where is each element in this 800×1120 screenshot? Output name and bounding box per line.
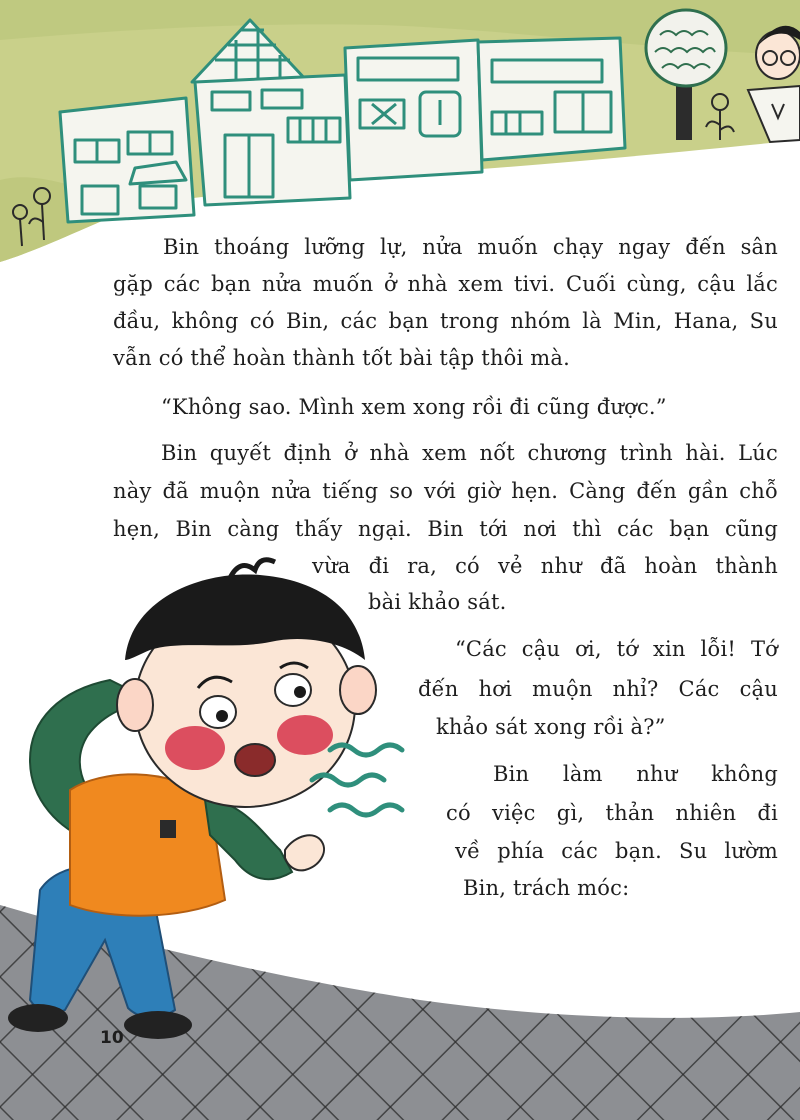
paragraph-line: Bin thoáng lưỡng lự, nửa muốn chạy ngay đến sân xyxy=(163,235,778,259)
paragraph-line: “Các cậu ơi, tớ xin lỗi! Tớ xyxy=(455,637,778,661)
paragraph-line: Bin làm như không xyxy=(493,762,778,786)
paragraph-line: vẫn có thể hoàn thành tốt bài tập thôi mà. xyxy=(113,346,571,370)
paragraph-line: đầu, không có Bin, các bạn trong nhóm là Min, Hana, Su xyxy=(113,309,778,333)
paragraph-line: khảo sát xong rồi à?” xyxy=(436,715,666,739)
paragraph-line: Bin quyết định ở nhà xem nốt chương trình hài. Lúc xyxy=(161,441,778,465)
paragraph-line: gặp các bạn nửa muốn ở nhà xem tivi. Cuối cùng, cậu lắc xyxy=(113,272,778,296)
paragraph-line: “Không sao. Mình xem xong rồi đi cũng được.” xyxy=(161,395,667,419)
paragraph-line: hẹn, Bin càng thấy ngại. Bin tới nơi thì các bạn cũng xyxy=(113,517,778,541)
paragraph-line: đến hơi muộn nhỉ? Các cậu xyxy=(418,677,778,701)
paragraph-line: vừa đi ra, có vẻ như đã hoàn thành xyxy=(312,554,778,578)
paragraph-line: Bin, trách móc: xyxy=(463,876,630,900)
paragraph-line: về phía các bạn. Su lườm xyxy=(455,839,778,863)
paragraph-line: có việc gì, thản nhiên đi xyxy=(446,801,778,825)
page-number: 10 xyxy=(100,1028,124,1048)
paragraph-line: này đã muộn nửa tiếng so với giờ hẹn. Càng đến gần chỗ xyxy=(113,479,778,503)
paragraph-line: bài khảo sát. xyxy=(368,590,507,614)
